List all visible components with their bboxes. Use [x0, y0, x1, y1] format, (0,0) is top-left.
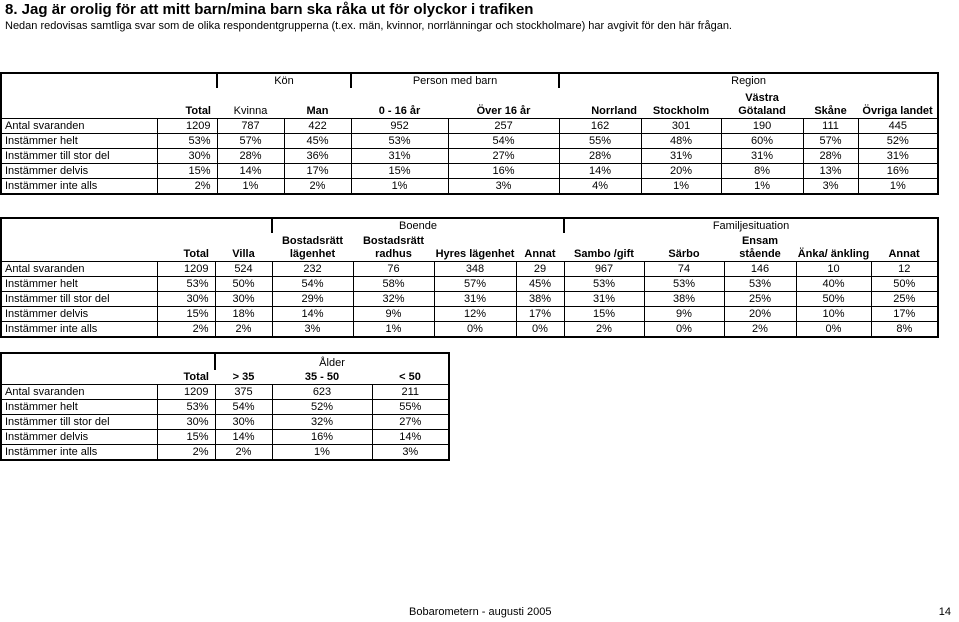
col-header: Hyres lägenhet — [435, 248, 515, 260]
table-cell: 2% — [157, 322, 215, 338]
table-cell: 15% — [157, 164, 217, 179]
table-cell: 1% — [353, 322, 434, 338]
table-cell: 3% — [803, 179, 858, 195]
table-boende-familj — [0, 217, 939, 338]
table-row — [1, 119, 938, 134]
table-row — [1, 164, 938, 179]
table-cell: 53% — [644, 277, 724, 292]
table-cell: 14% — [272, 307, 353, 322]
table-cell: 38% — [516, 292, 564, 307]
table-cell: 58% — [353, 277, 434, 292]
table-cell: 1% — [217, 179, 284, 195]
table-cell: 348 — [434, 262, 516, 277]
table-cell: 1% — [351, 179, 448, 195]
table-cell: 57% — [217, 134, 284, 149]
table-cell: 2% — [215, 445, 272, 461]
column-header-row — [1, 88, 938, 119]
table-row — [1, 400, 449, 415]
row-label: Instämmer delvis — [1, 307, 157, 322]
table-cell: 29 — [516, 262, 564, 277]
col-header: Total — [183, 371, 209, 383]
group-familj: Familjesituation — [564, 218, 938, 233]
table-alder — [0, 352, 450, 461]
table-row — [1, 385, 449, 400]
table-cell: 20% — [641, 164, 721, 179]
table-cell: 9% — [644, 307, 724, 322]
table-cell: 1209 — [157, 385, 215, 400]
table-cell: 55% — [559, 134, 641, 149]
col-header: Bostadsrätt lägenhet — [281, 235, 344, 260]
table-cell: 25% — [724, 292, 796, 307]
table-cell: 12% — [434, 307, 516, 322]
table-row — [1, 307, 938, 322]
table-cell: 2% — [157, 445, 215, 461]
table-cell: 10% — [796, 307, 871, 322]
table-cell: 2% — [564, 322, 644, 338]
table-cell: 53% — [157, 134, 217, 149]
table-cell: 952 — [351, 119, 448, 134]
table-cell: 3% — [448, 179, 559, 195]
col-header: Övriga landet — [858, 88, 938, 119]
table-cell: 74 — [644, 262, 724, 277]
row-label: Instämmer helt — [1, 134, 157, 149]
table-cell: 301 — [641, 119, 721, 134]
row-label: Antal svaranden — [1, 385, 157, 400]
col-header: Villa — [232, 248, 255, 260]
table-cell: 53% — [157, 400, 215, 415]
table-cell: 3% — [372, 445, 449, 461]
table-cell: 31% — [641, 149, 721, 164]
table-cell: 55% — [372, 400, 449, 415]
col-header: Bostadsrätt radhus — [362, 235, 425, 260]
table-cell: 57% — [803, 134, 858, 149]
table-cell: 14% — [217, 164, 284, 179]
table-cell: 20% — [724, 307, 796, 322]
col-header: Man — [306, 105, 329, 117]
table-cell: 17% — [284, 164, 351, 179]
group-region: Region — [559, 73, 938, 88]
table-cell: 30% — [157, 415, 215, 430]
col-header: Total — [185, 105, 211, 117]
group-header-row — [1, 353, 449, 370]
table-cell: 18% — [215, 307, 272, 322]
column-header-row — [1, 233, 938, 262]
table-cell: 54% — [448, 134, 559, 149]
table-cell: 14% — [559, 164, 641, 179]
table-cell: 32% — [353, 292, 434, 307]
table-cell: 54% — [215, 400, 272, 415]
table-cell: 50% — [796, 292, 871, 307]
table-cell: 31% — [351, 149, 448, 164]
table-cell: 28% — [559, 149, 641, 164]
table-row — [1, 445, 449, 461]
table-cell: 28% — [217, 149, 284, 164]
table-cell: 53% — [564, 277, 644, 292]
table-cell: 2% — [157, 179, 217, 195]
table-cell: 10 — [796, 262, 871, 277]
table-cell: 25% — [871, 292, 938, 307]
table-cell: 53% — [157, 277, 215, 292]
table-cell: 15% — [157, 307, 215, 322]
table-cell: 54% — [272, 277, 353, 292]
col-header: Total — [183, 248, 209, 260]
table-cell: 14% — [215, 430, 272, 445]
table-row — [1, 322, 938, 338]
table-cell: 30% — [157, 292, 215, 307]
table-cell: 15% — [351, 164, 448, 179]
col-header: Norrland — [591, 105, 638, 117]
group-header-row — [1, 73, 938, 88]
table-cell: 29% — [272, 292, 353, 307]
table-cell: 257 — [448, 119, 559, 134]
table-cell: 31% — [858, 149, 938, 164]
table-row — [1, 415, 449, 430]
table-cell: 52% — [272, 400, 372, 415]
row-label: Instämmer inte alls — [1, 445, 157, 461]
table-row — [1, 134, 938, 149]
table-cell: 2% — [284, 179, 351, 195]
table-cell: 32% — [272, 415, 372, 430]
table-cell: 53% — [724, 277, 796, 292]
table-cell: 8% — [871, 322, 938, 338]
table-cell: 38% — [644, 292, 724, 307]
table-cell: 31% — [564, 292, 644, 307]
table-cell: 60% — [721, 134, 803, 149]
footer-text: Bobarometern - augusti 2005 — [409, 606, 552, 618]
table-cell: 787 — [217, 119, 284, 134]
row-label: Instämmer inte alls — [1, 322, 157, 338]
table-cell: 4% — [559, 179, 641, 195]
table-cell: 2% — [724, 322, 796, 338]
col-header: Över 16 år — [476, 105, 531, 117]
table-cell: 1% — [721, 179, 803, 195]
table-cell: 445 — [858, 119, 938, 134]
col-header: Stockholm — [652, 105, 710, 117]
table-cell: 31% — [434, 292, 516, 307]
table-cell: 211 — [372, 385, 449, 400]
table-row — [1, 262, 938, 277]
table-cell: 16% — [448, 164, 559, 179]
table-cell: 31% — [721, 149, 803, 164]
table-cell: 162 — [559, 119, 641, 134]
table-cell: 375 — [215, 385, 272, 400]
col-header: Särbo — [668, 248, 700, 260]
table-cell: 30% — [215, 415, 272, 430]
row-label: Antal svaranden — [1, 119, 157, 134]
table-kon-barn-region — [0, 72, 939, 195]
table-cell: 1% — [858, 179, 938, 195]
table-cell: 1% — [272, 445, 372, 461]
table-cell: 36% — [284, 149, 351, 164]
table-cell: 52% — [858, 134, 938, 149]
table-cell: 0% — [434, 322, 516, 338]
table-cell: 30% — [157, 149, 217, 164]
col-header: Annat — [871, 233, 938, 262]
table-cell: 190 — [721, 119, 803, 134]
row-label: Instämmer delvis — [1, 430, 157, 445]
column-header-row — [1, 370, 449, 385]
table-cell: 14% — [372, 430, 449, 445]
table-cell: 524 — [215, 262, 272, 277]
row-label: Instämmer till stor del — [1, 149, 157, 164]
table-cell: 15% — [564, 307, 644, 322]
col-header: Skåne — [814, 105, 847, 117]
table-cell: 967 — [564, 262, 644, 277]
col-header: Västra Götaland — [738, 92, 786, 117]
group-alder: Ålder — [215, 353, 449, 370]
table-cell: 8% — [721, 164, 803, 179]
table-cell: 40% — [796, 277, 871, 292]
table-cell: 30% — [215, 292, 272, 307]
group-header-row — [1, 218, 938, 233]
table-cell: 50% — [871, 277, 938, 292]
table-cell: 1% — [641, 179, 721, 195]
table-cell: 17% — [516, 307, 564, 322]
table-cell: 2% — [215, 322, 272, 338]
table-cell: 1209 — [157, 262, 215, 277]
table-cell: 0% — [644, 322, 724, 338]
table-cell: 623 — [272, 385, 372, 400]
row-label: Antal svaranden — [1, 262, 157, 277]
group-boende: Boende — [272, 218, 564, 233]
table-cell: 12 — [871, 262, 938, 277]
table-cell: 0% — [516, 322, 564, 338]
table-cell: 3% — [272, 322, 353, 338]
col-header: 35 - 50 — [304, 371, 340, 383]
col-header: Ensam stående — [739, 235, 781, 260]
table-cell: 111 — [803, 119, 858, 134]
table-cell: 27% — [448, 149, 559, 164]
table-cell: 48% — [641, 134, 721, 149]
col-header: Kvinna — [233, 105, 268, 117]
table-row — [1, 179, 938, 195]
row-label: Instämmer till stor del — [1, 415, 157, 430]
table-cell: 146 — [724, 262, 796, 277]
table-row — [1, 292, 938, 307]
col-header: Annat — [524, 248, 556, 260]
table-cell: 232 — [272, 262, 353, 277]
page-number: 14 — [938, 606, 951, 618]
col-header: Änka/ änkling — [797, 248, 870, 260]
row-label: Instämmer delvis — [1, 164, 157, 179]
table-cell: 57% — [434, 277, 516, 292]
table-cell: 45% — [516, 277, 564, 292]
page-title: 8. Jag är orolig för att mitt barn/mina barn ska råka ut för olyckor i trafiken — [5, 1, 534, 18]
row-label: Instämmer helt — [1, 277, 157, 292]
table-row — [1, 277, 938, 292]
table-row — [1, 430, 449, 445]
table-cell: 17% — [871, 307, 938, 322]
page-subtitle: Nedan redovisas samtliga svar som de olika respondentgrupperna (t.ex. män, kvinnor, norrlänningar och stockholmare) har avgivit för den här frågan. — [5, 20, 732, 32]
group-kon: Kön — [217, 73, 351, 88]
table-cell: 9% — [353, 307, 434, 322]
table-cell: 45% — [284, 134, 351, 149]
group-barn: Person med barn — [351, 73, 559, 88]
table-cell: 0% — [796, 322, 871, 338]
table-cell: 1209 — [157, 119, 217, 134]
table-cell: 53% — [351, 134, 448, 149]
table-cell: 50% — [215, 277, 272, 292]
col-header: > 35 — [232, 371, 255, 383]
table-cell: 422 — [284, 119, 351, 134]
table-row — [1, 149, 938, 164]
table-cell: 13% — [803, 164, 858, 179]
row-label: Instämmer inte alls — [1, 179, 157, 195]
table-cell: 16% — [272, 430, 372, 445]
table-cell: 76 — [353, 262, 434, 277]
col-header: Sambo /gift — [574, 248, 634, 260]
table-cell: 28% — [803, 149, 858, 164]
col-header: < 50 — [372, 370, 449, 385]
table-cell: 27% — [372, 415, 449, 430]
col-header: 0 - 16 år — [378, 105, 421, 117]
table-cell: 15% — [157, 430, 215, 445]
row-label: Instämmer helt — [1, 400, 157, 415]
row-label: Instämmer till stor del — [1, 292, 157, 307]
table-cell: 16% — [858, 164, 938, 179]
